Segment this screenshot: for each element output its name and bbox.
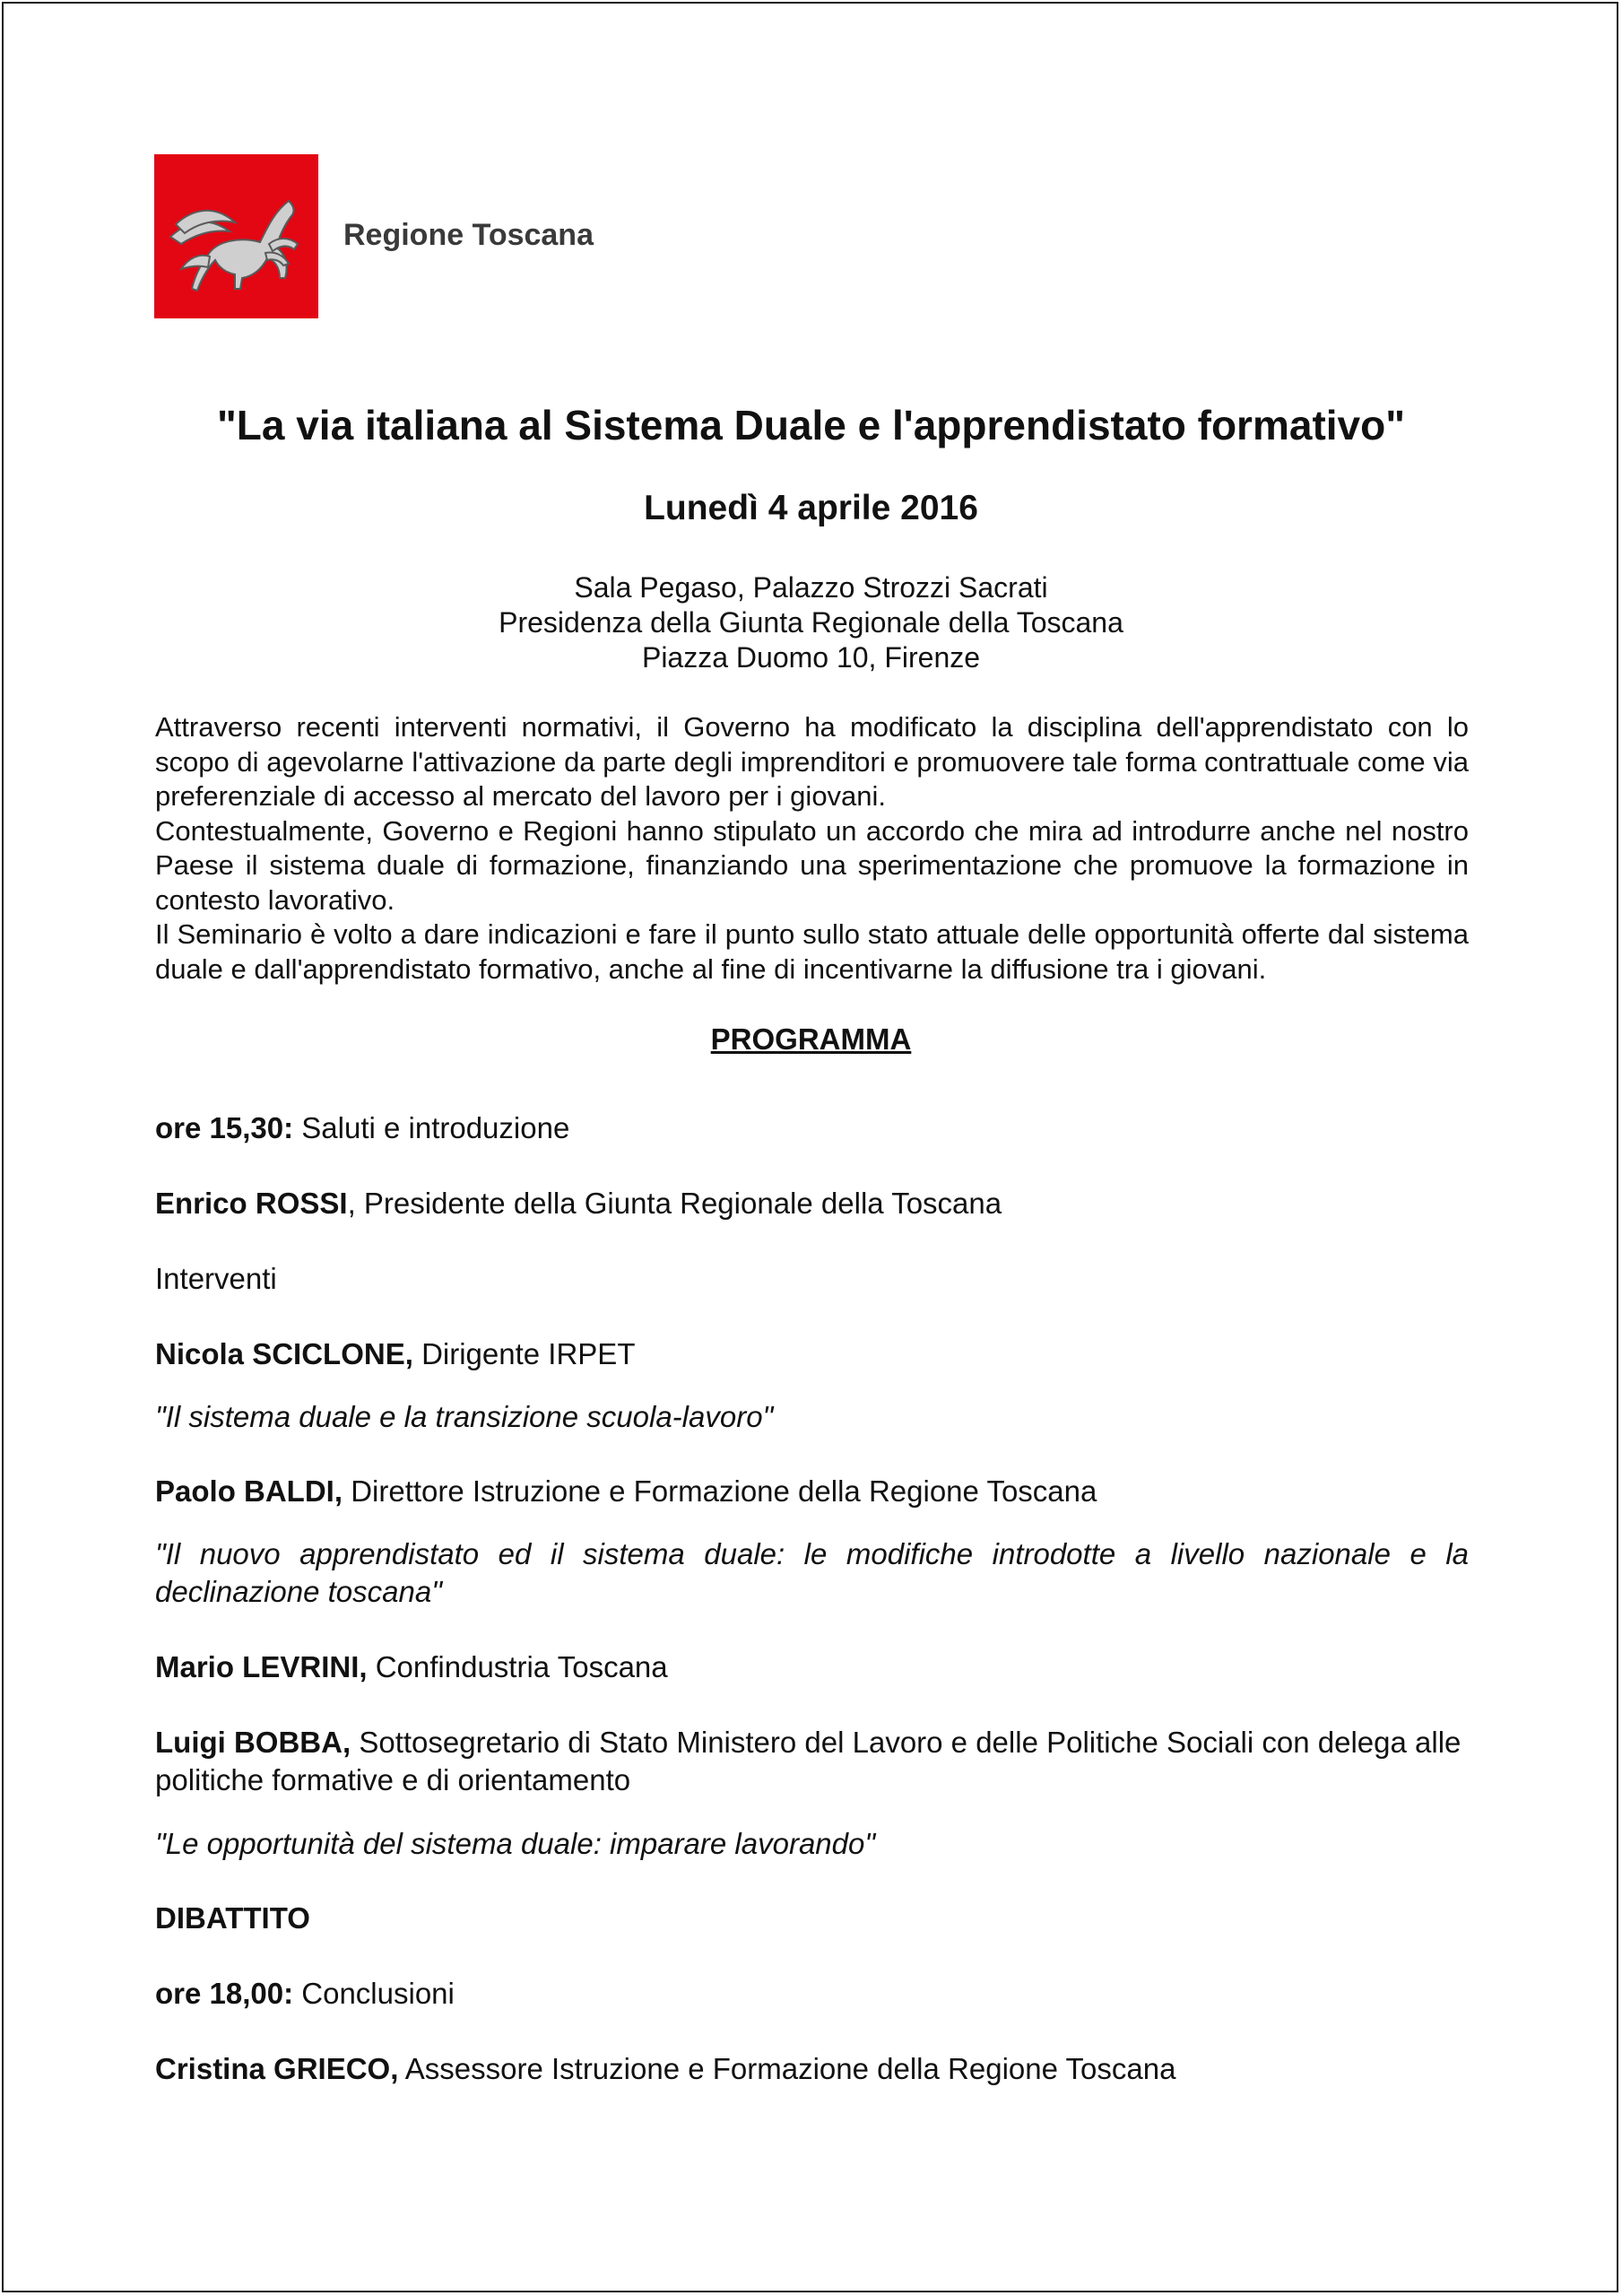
dibattito-label: DIBATTITO — [155, 1901, 310, 1935]
speaker-grieco — [155, 2050, 1469, 2088]
intro-paragraph: Attraverso recenti interventi normativi, il Governo ha modificato la disciplina dell'apprendistato con lo scopo di agevolarne l'attivazione da parte degli imprenditori e promuovere tale forma contrattuale come via preferenziale di accesso al mercato del lavoro per i giovani. — [155, 711, 1469, 812]
speaker-role: Direttore Istruzione e Formazione della Regione Toscana — [351, 1474, 1097, 1508]
talk-title: "Il sistema duale e la transizione scuola-lavoro" — [155, 1400, 774, 1433]
closing-desc: Conclusioni — [301, 1977, 455, 2010]
event-venue — [0, 570, 1622, 675]
speaker-role: Confindustria Toscana — [375, 1650, 668, 1683]
speaker-name: Luigi BOBBA, — [155, 1726, 351, 1759]
speaker-name: Enrico ROSSI — [155, 1187, 348, 1220]
opening-time: ore 15,30: — [155, 1111, 294, 1144]
page-border — [2, 2, 1618, 2292]
speaker-name: Cristina GRIECO, — [155, 2052, 399, 2085]
speaker-sciclone — [155, 1335, 1469, 1373]
speaker-bobba — [155, 1724, 1469, 1799]
opening-desc: Saluti e introduzione — [301, 1111, 570, 1144]
pegasus-icon — [154, 154, 318, 318]
speaker-role: , Presidente della Giunta Regionale della Toscana — [347, 1187, 1002, 1220]
speaker-name: Mario LEVRINI, — [155, 1650, 368, 1683]
speaker-baldi — [155, 1473, 1469, 1510]
speaker-levrini — [155, 1648, 1469, 1686]
talk-title: "Il nuovo apprendistato ed il sistema duale: le modifiche introdotte a livello nazionale e la declinazione toscana" — [155, 1537, 1469, 1608]
programma-heading: PROGRAMMA — [710, 1022, 912, 1056]
event-title: "La via italiana al Sistema Duale e l'apprendistato formativo" — [216, 402, 1406, 448]
speaker-name: Nicola SCICLONE, — [155, 1337, 413, 1370]
org-name: Regione Toscana — [343, 218, 594, 252]
venue-line: Sala Pegaso, Palazzo Strozzi Sacrati — [574, 571, 1048, 604]
intro-paragraph: Contestualmente, Governo e Regioni hanno stipulato un accordo che mira ad introdurre anche nel nostro Paese il sistema duale di formazione, finanziando una sperimentazione che promuove la formazione in contesto lavorativo. — [155, 814, 1469, 916]
closing-time: ore 18,00: — [155, 1977, 294, 2010]
event-date: Lunedì 4 aprile 2016 — [644, 489, 978, 527]
venue-line: Piazza Duomo 10, Firenze — [641, 641, 981, 674]
closing-item — [155, 1975, 1469, 2013]
venue-line: Presidenza della Giunta Regionale della Toscana — [499, 606, 1123, 639]
speaker-role: Sottosegretario di Stato Ministero del Lavoro e delle Politiche Sociali con delega alle politiche formative e di orientamento — [155, 1726, 1462, 1796]
intro-paragraph: Il Seminario è volto a dare indicazioni e fare il punto sullo stato attuale delle opportunità offerte dal sistema duale e dall'apprendistato formativo, anche al fine di incentivarne la diffusione tra i giovani. — [155, 918, 1469, 985]
speaker-rossi — [155, 1185, 1469, 1222]
talk-title: "Le opportunità del sistema duale: imparare lavorando" — [155, 1827, 876, 1860]
opening-item — [155, 1109, 1469, 1147]
speaker-role: Assessore Istruzione e Formazione della Regione Toscana — [404, 2052, 1176, 2085]
interventi-label: Interventi — [155, 1262, 277, 1295]
speaker-role: Dirigente IRPET — [421, 1337, 636, 1370]
regione-toscana-logo — [154, 154, 318, 318]
intro-text — [155, 710, 1469, 987]
speaker-name: Paolo BALDI, — [155, 1474, 343, 1508]
